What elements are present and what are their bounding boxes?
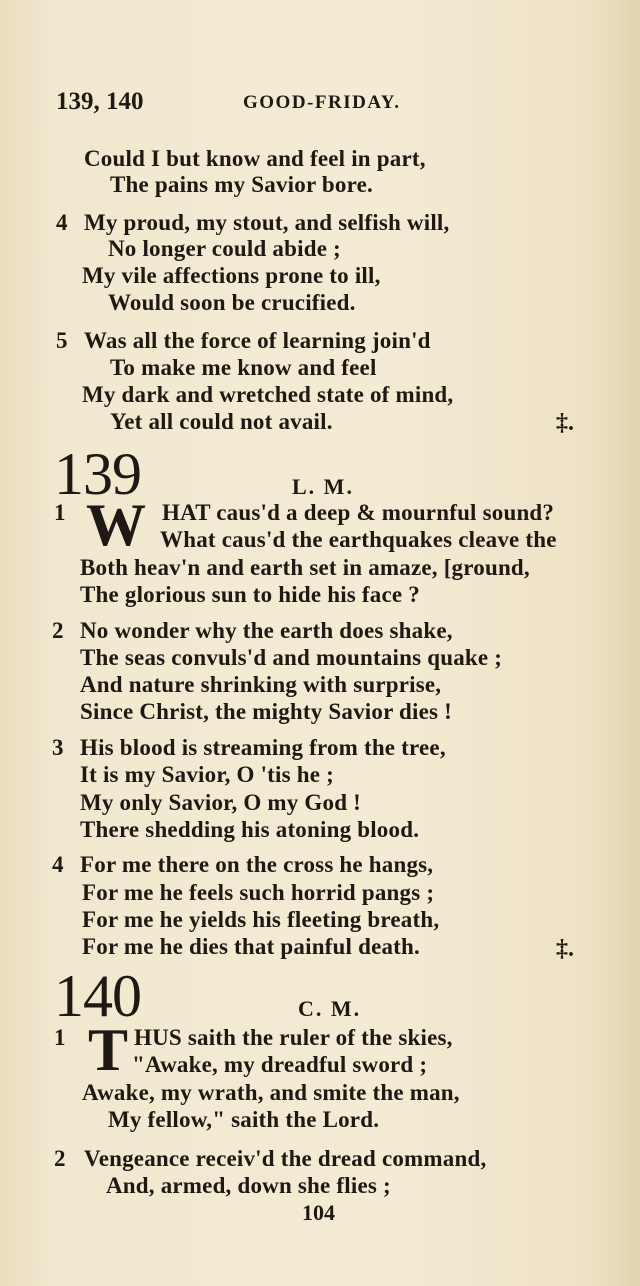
verse-line: Was all the force of learning join'd bbox=[84, 328, 431, 353]
dagger-mark: ‡. bbox=[556, 410, 574, 436]
verse-line: Since Christ, the mighty Savior dies ! bbox=[80, 699, 452, 724]
verse-number: 2 bbox=[52, 618, 64, 643]
verse-line: My vile affections prone to ill, bbox=[82, 263, 381, 288]
drop-cap: T bbox=[88, 1017, 129, 1083]
page-footer-number: 104 bbox=[302, 1200, 335, 1225]
verse-line: For me he yields his fleeting breath, bbox=[82, 907, 440, 932]
verse-line: Awake, my wrath, and smite the man, bbox=[82, 1080, 460, 1105]
verse-number: 5 bbox=[56, 328, 68, 353]
verse-line: "Awake, my dreadful sword ; bbox=[132, 1052, 428, 1077]
hymn-meter: C. M. bbox=[298, 996, 362, 1021]
running-title: GOOD-FRIDAY. bbox=[243, 92, 401, 113]
verse-line: To make me know and feel bbox=[110, 355, 377, 380]
drop-cap: W bbox=[86, 492, 146, 558]
hymn-meter: L. M. bbox=[292, 474, 354, 499]
verse-line: His blood is streaming from the tree, bbox=[80, 735, 446, 760]
verse-line: My fellow," saith the Lord. bbox=[108, 1107, 380, 1132]
verse-line: And nature shrinking with surprise, bbox=[80, 672, 442, 697]
verse-line: No longer could abide ; bbox=[108, 236, 341, 261]
verse-number: 1 bbox=[54, 500, 66, 525]
hymn-number: 139 bbox=[54, 441, 141, 507]
verse-line: Would soon be crucified. bbox=[108, 290, 356, 315]
dagger-mark: ‡. bbox=[556, 936, 574, 962]
verse-line: Could I but know and feel in part, bbox=[84, 146, 426, 171]
verse-line: HAT caus'd a deep & mournful sound? bbox=[162, 500, 555, 525]
verse-line: Yet all could not avail. bbox=[110, 409, 333, 434]
verse-line: The pains my Savior bore. bbox=[110, 172, 373, 197]
hymn-number: 140 bbox=[54, 963, 141, 1029]
verse-line: Both heav'n and earth set in amaze, [ground, bbox=[80, 555, 530, 580]
verse-line: Vengeance receiv'd the dread command, bbox=[84, 1146, 487, 1171]
verse-line: For me there on the cross he hangs, bbox=[80, 852, 434, 877]
verse-line: HUS saith the ruler of the skies, bbox=[134, 1025, 453, 1050]
verse-line: The glorious sun to hide his face ? bbox=[80, 582, 420, 607]
verse-line: My dark and wretched state of mind, bbox=[82, 382, 454, 407]
verse-number: 1 bbox=[54, 1025, 66, 1050]
page-numbers: 139, 140 bbox=[56, 88, 144, 115]
verse-line: For me he dies that painful death. bbox=[82, 934, 420, 959]
verse-line: And, armed, down she flies ; bbox=[106, 1173, 391, 1198]
verse-line: For me he feels such horrid pangs ; bbox=[82, 880, 435, 905]
verse-line: What caus'd the earthquakes cleave the bbox=[160, 527, 557, 552]
verse-number: 4 bbox=[52, 852, 64, 877]
verse-line: It is my Savior, O 'tis he ; bbox=[80, 762, 334, 787]
verse-line: The seas convuls'd and mountains quake ; bbox=[80, 645, 503, 670]
verse-line: No wonder why the earth does shake, bbox=[80, 618, 453, 643]
verse-number: 4 bbox=[56, 210, 68, 235]
verse-line: There shedding his atoning blood. bbox=[80, 817, 420, 842]
verse-line: My only Savior, O my God ! bbox=[80, 790, 362, 815]
verse-number: 2 bbox=[54, 1146, 66, 1171]
verse-line: My proud, my stout, and selfish will, bbox=[84, 210, 450, 235]
verse-number: 3 bbox=[52, 735, 64, 760]
